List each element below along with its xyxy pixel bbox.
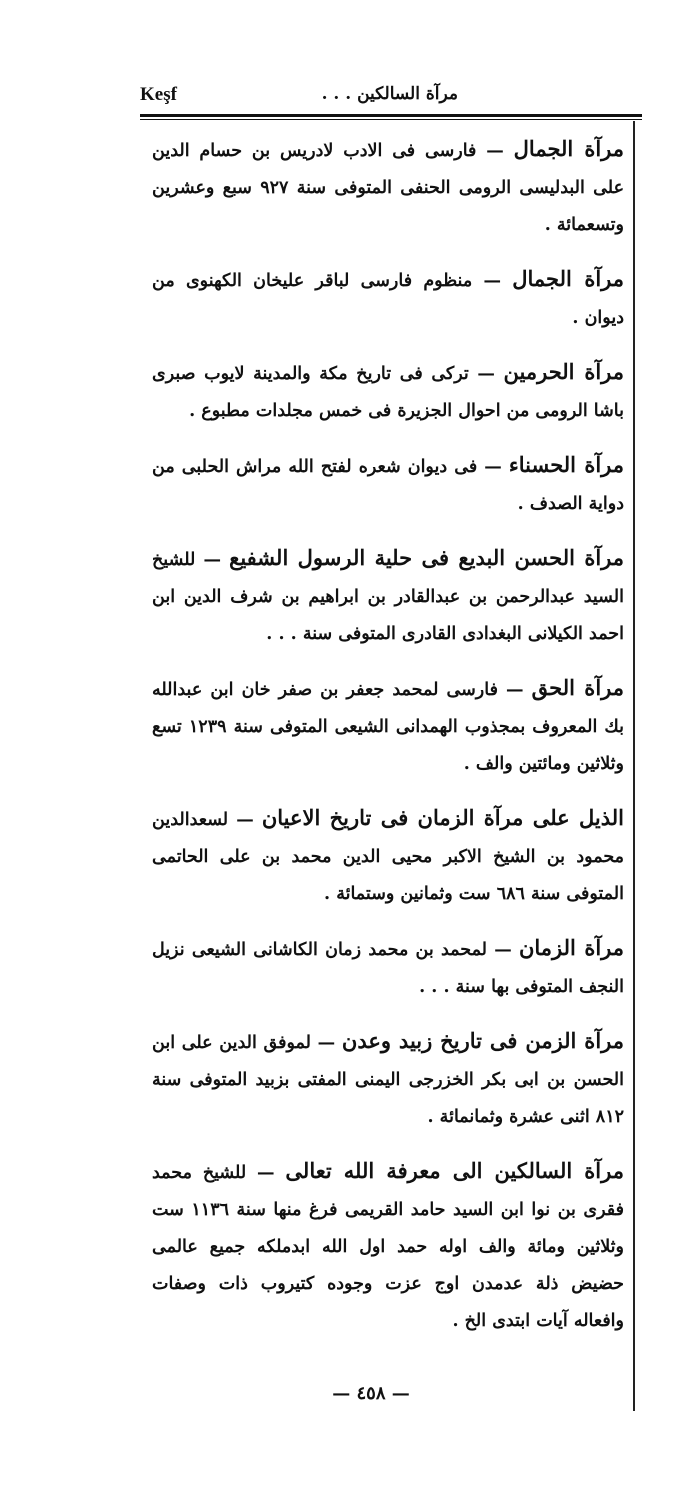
entry-text: — لسعدالدين محمود بن الشيخ الاكبر محيى الدين محمد بن على الحاتمى المتوفى سنة ٦٨٦ ست وثمانين وستمائة . — [152, 810, 624, 904]
entry-text: — فارسى فى الادب لادريس بن حسام الدين على البدليسى الرومى الحنفى المتوفى سنة ٩٢٧ سبع وعشرين وتسعمائة . — [152, 141, 625, 235]
entry-9 — [152, 1022, 624, 1136]
entry-text: — للشيخ السيد عبدالرحمن بن عبدالقادر بن ابراهيم بن شرف الدين ابن احمد الكيلانى البغدادى القادرى المتوفى سنة . . . — [152, 550, 624, 644]
entry-text: — تركى فى تاريخ مكة والمدينة لايوب صبرى باشا الرومى من احوال الجزيرة فى خمس مجلدات مطبوع . — [152, 364, 624, 421]
entry-text: — للشيخ محمد فقرى بن نوا ابن السيد حامد القريمى فرغ منها سنة ١١٣٦ ست وثلاثين ومائة والف اوله حمد اول الله ابدملكه جميع عالمى حضيض ذلة عدمدن اوج عزت وجوده كتيروب ذات وصفات وافعاله آيات ابتدى الخ . — [152, 1163, 624, 1331]
entry-title: مرآة الجمال — [513, 136, 624, 161]
entry-title: مرآة الزمن فى تاريخ زبيد وعدن — [341, 1028, 624, 1053]
entry-5 — [152, 539, 624, 653]
margin-rule — [633, 121, 635, 1411]
entry-title: مرآة الزمان — [518, 935, 624, 960]
entry-3 — [152, 353, 624, 430]
entry-title: مرآة الحق — [531, 675, 624, 700]
entry-title: مرآة الجمال — [512, 266, 624, 291]
running-head-title: مرآة السالكين . . . — [321, 84, 458, 104]
entry-text: — لموفق الدين على ابن الحسن بن ابى بكر الخزرجى اليمنى المفتى بزبيد المتوفى سنة ٨١٢ اثنى عشرة وثمانمائة . — [152, 1033, 624, 1127]
entry-text: — منظوم فارسى لباقر عليخان الكهنوى من ديوان . — [152, 271, 624, 328]
running-head — [140, 80, 640, 114]
entry-title: مرآة الحسن البديع فى حلية الرسول الشفيع — [229, 545, 625, 570]
entry-10 — [152, 1152, 624, 1340]
entry-7 — [152, 799, 624, 913]
header-rule-thin — [140, 119, 642, 120]
running-head-code: Keşf — [140, 84, 177, 105]
entry-4 — [152, 446, 624, 523]
entry-title: الذيل على مرآة الزمان فى تاريخ الاعيان — [261, 805, 624, 830]
entry-1 — [152, 130, 624, 244]
entry-title: مرآة السالكين الى معرفة الله تعالى — [285, 1158, 624, 1183]
page-number: — ٤٥٨ — — [332, 1383, 410, 1404]
entry-title: مرآة الحرمين — [503, 359, 624, 384]
entry-6 — [152, 669, 624, 783]
entry-text: — لمحمد بن محمد زمان الكاشانى الشيعى نزيل النجف المتوفى بها سنة . . . — [152, 940, 624, 997]
entry-title: مرآة الحسناء — [508, 452, 624, 477]
entries-list — [152, 130, 624, 1356]
entry-text: — فى ديوان شعره لفتح الله مراش الحلبى من دواية الصدف . — [152, 457, 624, 514]
header-rule-thick — [140, 114, 642, 117]
entry-2 — [152, 260, 624, 337]
entry-8 — [152, 929, 624, 1006]
entry-text: — فارسى لمحمد جعفر بن صفر خان ابن عبدالله بك المعروف بمجذوب الهمدانى الشيعى المتوفى سنة ١٢٣٩ تسع وثلاثين ومائتين والف . — [152, 680, 625, 774]
